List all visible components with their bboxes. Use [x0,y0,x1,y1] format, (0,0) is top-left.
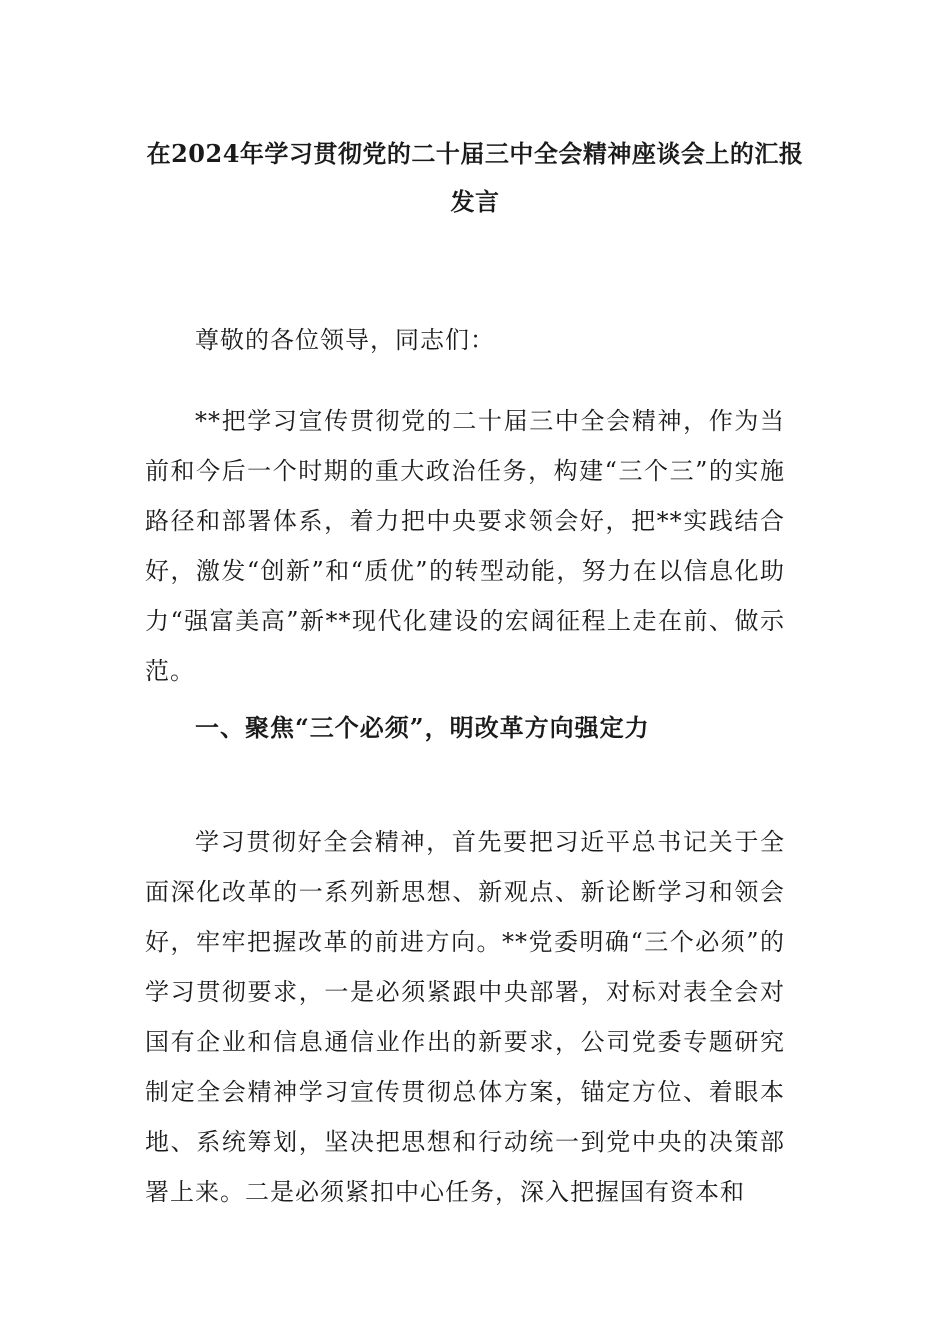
document-title: 在2024年学习贯彻党的二十届三中全会精神座谈会上的汇报发言 [146,139,804,216]
body-paragraph: **把学习宣传贯彻党的二十届三中全会精神，作为当前和今后一个时期的重大政治任务，构建“三个三”的实施路径和部署体系，着力把中央要求领会好，把**实践结合好，激发“创新”和“质优”的转型动能，努力在以信息化助力“强富美高”新**现代化建设的宏阔征程上走在前、做示范。 [145,407,785,685]
body-paragraph: 学习贯彻好全会精神，首先要把习近平总书记关于全面深化改革的一系列新思想、新观点、新论断学习和领会好，牢牢把握改革的前进方向。**党委明确“三个必须”的学习贯彻要求，一是必须紧跟中央部署，对标对表全会对国有企业和信息通信业作出的新要求，公司党委专题研究制定全会精神学习宣传贯彻总体方案，锚定方位、着眼本地、系统筹划，坚决把思想和行动统一到党中央的决策部署上来。二是必须紧扣中心任务，深入把握国有资本和 [145,828,785,1206]
salutation: 尊敬的各位领导，同志们： [195,326,495,354]
section-heading: 一、聚焦“三个必须”，明改革方向强定力 [195,713,650,742]
